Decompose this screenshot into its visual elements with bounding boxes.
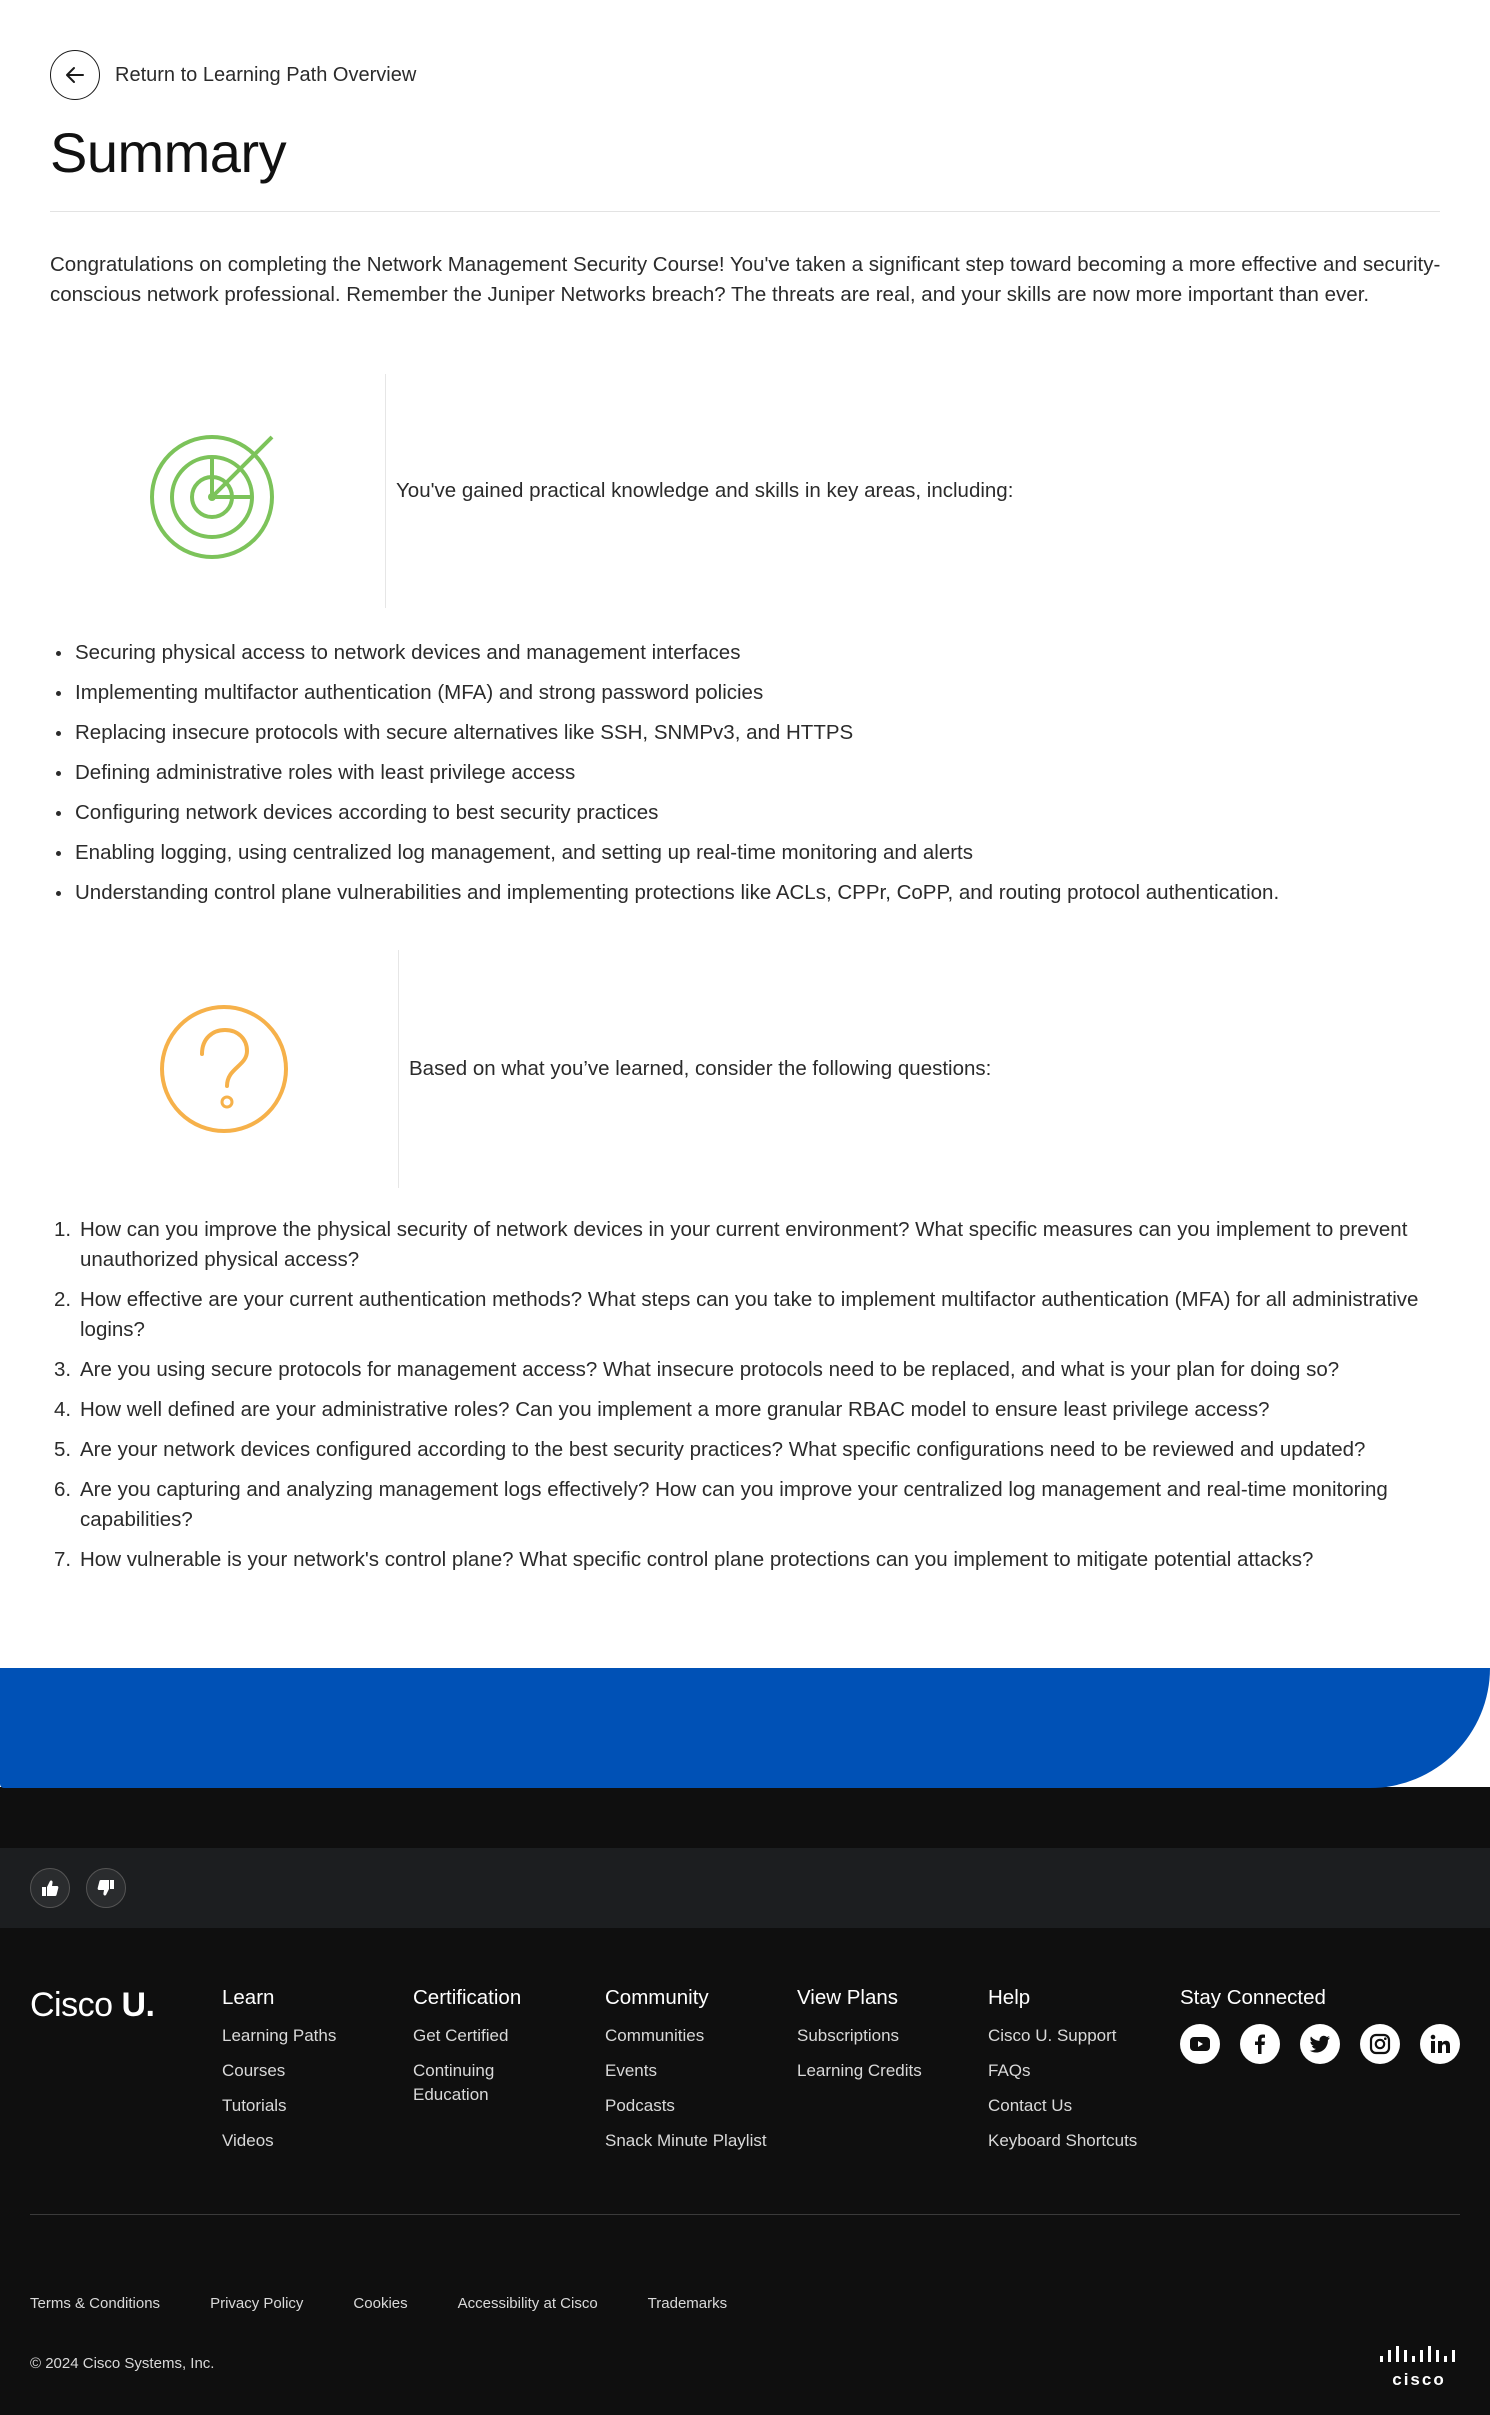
callout-icon-cell bbox=[50, 950, 399, 1188]
facebook-icon[interactable] bbox=[1240, 2024, 1280, 2064]
footer-heading: Community bbox=[605, 1986, 709, 2009]
footer-link[interactable]: Learning Credits bbox=[797, 2061, 922, 2080]
list-item bbox=[50, 1285, 1450, 1345]
list-item bbox=[50, 1215, 1450, 1275]
arrow-left-icon bbox=[64, 64, 86, 86]
list-item: Defining administrative roles with least privilege access bbox=[50, 753, 1450, 793]
cisco-u-logo[interactable] bbox=[30, 1986, 154, 2025]
list-item: Configuring network devices according to best security practices bbox=[50, 793, 1450, 833]
thumbs-up-icon bbox=[40, 1878, 60, 1898]
list-item bbox=[50, 1395, 1450, 1425]
legal-link[interactable]: Privacy Policy bbox=[210, 2295, 304, 2312]
legal-link[interactable]: Accessibility at Cisco bbox=[457, 2295, 598, 2312]
item-number: 4. bbox=[54, 1398, 72, 1421]
back-navigation bbox=[50, 50, 416, 100]
footer-link[interactable]: Contact Us bbox=[988, 2096, 1073, 2115]
intro-paragraph: Congratulations on completing the Network Management Security Course! You've taken a significant step toward becoming a more effective and security-conscious network professional. Remember the Juniper Networks breach? The threats are real, and your skills are now more important than ever. bbox=[50, 253, 1441, 306]
footer-link[interactable]: Tutorials bbox=[222, 2096, 287, 2115]
list-item: Implementing multifactor authentication (MFA) and strong password policies bbox=[50, 673, 1450, 713]
logo-text: Cisco bbox=[30, 1986, 113, 2024]
item-number: 6. bbox=[54, 1478, 72, 1501]
list-item: Securing physical access to network devices and management interfaces bbox=[50, 633, 1450, 673]
questions-callout bbox=[50, 950, 991, 1188]
footer-column-view-plans bbox=[797, 1986, 922, 2094]
skills-callout bbox=[50, 374, 1013, 608]
list-item bbox=[50, 1545, 1450, 1575]
footer-link[interactable]: Podcasts bbox=[605, 2096, 675, 2115]
skills-list bbox=[50, 633, 1450, 913]
youtube-icon[interactable] bbox=[1180, 2024, 1220, 2064]
item-number: 2. bbox=[54, 1288, 72, 1311]
footer-link[interactable]: Snack Minute Playlist bbox=[605, 2131, 767, 2150]
page-title: Summary bbox=[50, 121, 287, 184]
legal-link[interactable]: Trademarks bbox=[647, 2295, 728, 2312]
twitter-icon[interactable] bbox=[1300, 2024, 1340, 2064]
list-item bbox=[50, 1355, 1450, 1385]
like-button[interactable] bbox=[30, 1868, 70, 1908]
legal-links bbox=[30, 2295, 727, 2312]
footer-column-social bbox=[1180, 1986, 1460, 2064]
site-footer bbox=[0, 1928, 1490, 2415]
question-text: Are you capturing and analyzing management logs effectively? How can you improve your centralized log management and real-time monitoring capabilities? bbox=[80, 1478, 1388, 1531]
footer-link[interactable]: Continuing Education bbox=[413, 2061, 495, 2104]
footer-heading: Help bbox=[988, 1986, 1031, 2009]
footer-link[interactable]: Cisco U. Support bbox=[988, 2026, 1117, 2045]
footer-divider bbox=[30, 2214, 1460, 2215]
footer-link[interactable]: Communities bbox=[605, 2026, 705, 2045]
item-number: 5. bbox=[54, 1438, 72, 1461]
callout-text: You've gained practical knowledge and skills in key areas, including: bbox=[396, 479, 1014, 502]
footer-link[interactable]: Subscriptions bbox=[797, 2026, 900, 2045]
footer-link[interactable]: Get Certified bbox=[413, 2026, 509, 2045]
footer-link[interactable]: Courses bbox=[222, 2061, 286, 2080]
list-item: Replacing insecure protocols with secure alternatives like SSH, SNMPv3, and HTTPS bbox=[50, 713, 1450, 753]
footer-column-help bbox=[988, 1986, 1137, 2164]
social-links bbox=[1180, 2024, 1460, 2064]
list-item bbox=[50, 1435, 1450, 1465]
question-text: Are your network devices configured according to the best security practices? What specific configurations need to be reviewed and updated? bbox=[80, 1438, 1366, 1461]
footer-link[interactable]: Events bbox=[605, 2061, 657, 2080]
item-number: 3. bbox=[54, 1358, 72, 1381]
question-text: How can you improve the physical security of network devices in your current environment? What specific measures can you implement to prevent unauthorized physical access? bbox=[80, 1218, 1408, 1271]
logo-bold: U. bbox=[121, 1986, 155, 2024]
callout-text: Based on what you’ve learned, consider the following questions: bbox=[409, 1057, 992, 1080]
footer-column-community bbox=[605, 1986, 767, 2164]
thumbs-down-icon bbox=[96, 1878, 116, 1898]
legal-link[interactable]: Cookies bbox=[353, 2295, 408, 2312]
question-icon bbox=[157, 1002, 291, 1136]
footer-link[interactable]: Learning Paths bbox=[222, 2026, 337, 2045]
feedback-bar bbox=[0, 1848, 1490, 1928]
back-link[interactable]: Return to Learning Path Overview bbox=[115, 63, 417, 86]
footer-column-certification bbox=[413, 1986, 583, 2118]
question-text: How well defined are your administrative roles? Can you implement a more granular RBAC model to ensure least privilege access? bbox=[80, 1398, 1270, 1421]
item-number: 7. bbox=[54, 1548, 72, 1571]
question-text: How effective are your current authentication methods? What steps can you take to implement multifactor authentication (MFA) for all administrative logins? bbox=[80, 1288, 1419, 1341]
callout-icon-cell bbox=[50, 374, 386, 608]
cisco-logo-icon[interactable] bbox=[1378, 2343, 1460, 2388]
questions-list bbox=[50, 1215, 1450, 1585]
list-item bbox=[50, 1475, 1450, 1535]
cisco-wordmark: cisco bbox=[1392, 2370, 1446, 2388]
question-text: How vulnerable is your network's control plane? What specific control plane protections can you implement to mitigate potential attacks? bbox=[80, 1548, 1314, 1571]
target-icon bbox=[148, 421, 288, 561]
instagram-icon[interactable] bbox=[1360, 2024, 1400, 2064]
footer-link[interactable]: FAQs bbox=[988, 2061, 1031, 2080]
footer-link[interactable]: Keyboard Shortcuts bbox=[988, 2131, 1138, 2150]
footer-column-learn bbox=[222, 1986, 336, 2164]
footer-heading: Stay Connected bbox=[1180, 1986, 1326, 2009]
legal-link[interactable]: Terms & Conditions bbox=[30, 2295, 161, 2312]
linkedin-icon[interactable] bbox=[1420, 2024, 1460, 2064]
list-item: Understanding control plane vulnerabilities and implementing protections like ACLs, CPPr, CoPP, and routing protocol authentication. bbox=[50, 873, 1450, 913]
footer-heading: View Plans bbox=[797, 1986, 899, 2009]
list-item: Enabling logging, using centralized log management, and setting up real-time monitoring and alerts bbox=[50, 833, 1450, 873]
decorative-band bbox=[0, 1668, 1490, 1788]
footer-heading: Certification bbox=[413, 1986, 522, 2009]
question-text: Are you using secure protocols for management access? What insecure protocols need to be replaced, and what is your plan for doing so? bbox=[80, 1358, 1340, 1381]
divider bbox=[50, 211, 1440, 212]
copyright: © 2024 Cisco Systems, Inc. bbox=[30, 2355, 215, 2372]
footer-link[interactable]: Videos bbox=[222, 2131, 274, 2150]
dislike-button[interactable] bbox=[86, 1868, 126, 1908]
item-number: 1. bbox=[54, 1218, 72, 1241]
back-button[interactable] bbox=[50, 50, 100, 100]
footer-heading: Learn bbox=[222, 1986, 275, 2009]
